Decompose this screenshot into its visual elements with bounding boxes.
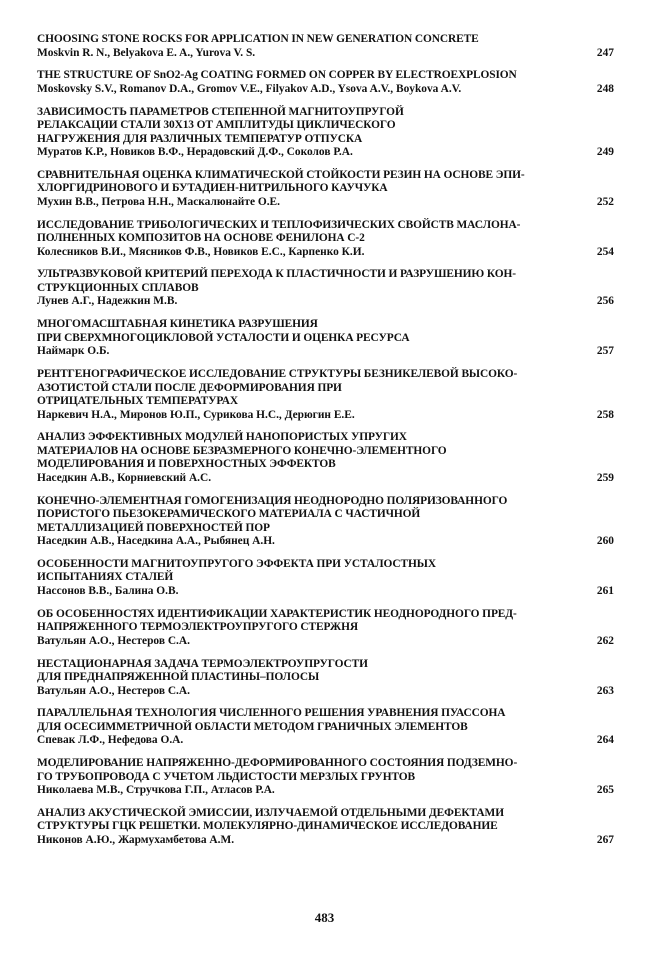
toc-entry bbox=[37, 431, 614, 485]
entry-title: ИССЛЕДОВАНИЕ ТРИБОЛОГИЧЕСКИХ И ТЕПЛОФИЗИЧЕСКИХ СВОЙСТВ МАСЛОНА- ПОЛНЕННЫХ КОМПОЗИТОВ НА ОСНОВЕ ФЕНИЛОНА С-2 bbox=[37, 218, 521, 245]
entry-title: КОНЕЧНО-ЭЛЕМЕНТНАЯ ГОМОГЕНИЗАЦИЯ НЕОДНОРОДНО ПОЛЯРИЗОВАННОГО ПОРИСТОГО ПЬЕЗОКЕРАМИЧЕСКОГО МАТЕРИАЛА С ЧАСТИЧНОЙ МЕТАЛЛИЗАЦИЕЙ ПОВЕРХНОСТЕЙ ПОР bbox=[37, 494, 508, 534]
entry-title: МНОГОМАСШТАБНАЯ КИНЕТИКА РАЗРУШЕНИЯ ПРИ СВЕРХМНОГОЦИКЛОВОЙ УСТАЛОСТИ И ОЦЕНКА РЕСУРСА bbox=[37, 318, 410, 344]
entry-page-number: 264 bbox=[596, 734, 614, 747]
entry-page-number: 249 bbox=[596, 146, 614, 159]
toc-entry bbox=[37, 608, 614, 649]
entry-authors: Наймарк О.Б. bbox=[37, 345, 110, 358]
entry-title: АНАЛИЗ ЭФФЕКТИВНЫХ МОДУЛЕЙ НАНОПОРИСТЫХ УПРУГИХ МАТЕРИАЛОВ НА ОСНОВЕ БЕЗРАЗМЕРНОГО КОНЕЧНО-ЭЛЕМЕНТНОГО МОДЕЛИРОВАНИЯ И ПОВЕРХНОСТНЫХ ЭФФЕКТОВ bbox=[37, 431, 447, 471]
entry-title: УЛЬТРАЗВУКОВОЙ КРИТЕРИЙ ПЕРЕХОДА К ПЛАСТИЧНОСТИ И РАЗРУШЕНИЮ КОН- СТРУКЦИОННЫХ СПЛАВОВ bbox=[37, 268, 516, 294]
entry-page-number: 262 bbox=[596, 634, 614, 647]
entry-authors: Ватульян А.О., Нестеров С.А. bbox=[37, 634, 190, 647]
entry-authors: Нассонов В.В., Балина О.В. bbox=[37, 584, 179, 597]
entry-authors: Наседкин А.В., Наседкина А.А., Рыбянец А.Н. bbox=[37, 535, 275, 548]
entry-page-number: 252 bbox=[596, 195, 614, 208]
entry-title: CHOOSING STONE ROCKS FOR APPLICATION IN NEW GENERATION CONCRETE bbox=[37, 33, 479, 45]
toc-entry bbox=[37, 69, 614, 96]
toc-entry bbox=[37, 558, 614, 599]
entry-page-number: 259 bbox=[596, 471, 614, 484]
entry-authors: Колесников В.И., Мясников Ф.В., Новиков Е.С., Карпенко К.И. bbox=[37, 245, 365, 258]
entry-authors: Николаева М.В., Стручкова Г.П., Атласов Р.А. bbox=[37, 784, 275, 797]
entry-authors: Муратов К.Р., Новиков В.Ф., Нерадовский Д.Ф., Соколов Р.А. bbox=[37, 146, 353, 159]
entry-title: РЕНТГЕНОГРАФИЧЕСКОЕ ИССЛЕДОВАНИЕ СТРУКТУРЫ БЕЗНИКЕЛЕВОЙ ВЫСОКО- АЗОТИСТОЙ СТАЛИ ПОСЛЕ ДЕФОРМИРОВАНИЯ ПРИ ОТРИЦАТЕЛЬНЫХ ТЕМПЕРАТУРАХ bbox=[37, 368, 518, 408]
entry-title: СРАВНИТЕЛЬНАЯ ОЦЕНКА КЛИМАТИЧЕСКОЙ СТОЙКОСТИ РЕЗИН НА ОСНОВЕ ЭПИ- ХЛОРГИДРИНОВОГО И БУТАДИЕН-НИТРИЛЬНОГО КАУЧУКА bbox=[37, 168, 525, 195]
entry-page-number: 258 bbox=[596, 408, 614, 421]
toc-entry bbox=[37, 757, 614, 798]
entry-title: THE STRUCTURE OF SnO2-Ag COATING FORMED ON COPPER BY ELECTROEXPLOSION bbox=[37, 69, 517, 82]
toc-entry bbox=[37, 807, 614, 848]
page-number: 483 bbox=[314, 910, 335, 925]
entry-title: НЕСТАЦИОНАРНАЯ ЗАДАЧА ТЕРМОЭЛЕКТРОУПРУГОСТИ ДЛЯ ПРЕДНАПРЯЖЕННОЙ ПЛАСТИНЫ–ПОЛОСЫ bbox=[37, 657, 368, 684]
toc-entry bbox=[37, 106, 614, 160]
entry-page-number: 263 bbox=[596, 684, 614, 697]
entry-title: МОДЕЛИРОВАНИЕ НАПРЯЖЕННО-ДЕФОРМИРОВАННОГО СОСТОЯНИЯ ПОДЗЕМНО- ГО ТРУБОПРОВОДА С УЧЕТОМ ЛЬДИСТОСТИ МЕРЗЛЫХ ГРУНТОВ bbox=[37, 757, 518, 783]
toc-entry bbox=[37, 495, 614, 549]
entry-title: ЗАВИСИМОСТЬ ПАРАМЕТРОВ СТЕПЕННОЙ МАГНИТОУПРУГОЙ РЕЛАКСАЦИИ СТАЛИ 30Х13 ОТ АМПЛИТУДЫ ЦИКЛИЧЕСКОГО НАГРУЖЕНИЯ ДЛЯ РАЗЛИЧНЫХ ТЕМПЕРАТУР ОТПУСКА bbox=[37, 105, 404, 145]
entry-authors: Наркевич Н.А., Миронов Ю.П., Сурикова Н.С., Дерюгин Е.Е. bbox=[37, 408, 355, 421]
entry-authors: Никонов А.Ю., Жармухамбетова А.М. bbox=[37, 833, 235, 846]
entry-title: ОСОБЕННОСТИ МАГНИТОУПРУГОГО ЭФФЕКТА ПРИ УСТАЛОСТНЫХ ИСПЫТАНИЯХ СТАЛЕЙ bbox=[37, 557, 436, 584]
entry-page-number: 261 bbox=[596, 584, 614, 597]
entry-page-number: 254 bbox=[596, 245, 614, 258]
toc-entry bbox=[37, 268, 614, 309]
toc-entry bbox=[37, 368, 614, 422]
entry-page-number: 257 bbox=[596, 345, 614, 358]
entry-page-number: 267 bbox=[596, 833, 614, 846]
toc-entry bbox=[37, 707, 614, 748]
entry-authors: Moskovsky S.V., Romanov D.A., Gromov V.E., Filyakov A.D., Ysova A.V., Boykova A.V. bbox=[37, 82, 462, 95]
entry-page-number: 265 bbox=[596, 784, 614, 797]
entry-authors: Moskvin R. N., Belyakova E. A., Yurova V. S. bbox=[37, 46, 256, 59]
table-of-contents bbox=[37, 33, 614, 857]
toc-entry bbox=[37, 219, 614, 260]
entry-page-number: 260 bbox=[596, 535, 614, 548]
entry-page-number: 247 bbox=[596, 46, 614, 59]
entry-authors: Мухин В.В., Петрова Н.Н., Маскалюнайте О.Е. bbox=[37, 195, 281, 208]
toc-entry bbox=[37, 658, 614, 699]
entry-authors: Наседкин А.В., Корниевский А.С. bbox=[37, 471, 212, 484]
toc-entry bbox=[37, 169, 614, 210]
toc-entry bbox=[37, 318, 614, 359]
entry-authors: Ватульян А.О., Нестеров С.А. bbox=[37, 684, 190, 697]
entry-authors: Лунев А.Г., Надежкин М.В. bbox=[37, 295, 178, 308]
entry-authors: Спевак Л.Ф., Нефедова О.А. bbox=[37, 734, 184, 747]
entry-title: ОБ ОСОБЕННОСТЯХ ИДЕНТИФИКАЦИИ ХАРАКТЕРИСТИК НЕОДНОРОДНОГО ПРЕД- НАПРЯЖЕННОГО ТЕРМОЭЛЕКТРОУПРУГОГО СТЕРЖНЯ bbox=[37, 607, 517, 634]
entry-title: АНАЛИЗ АКУСТИЧЕСКОЙ ЭМИССИИ, ИЗЛУЧАЕМОЙ ОТДЕЛЬНЫМИ ДЕФЕКТАМИ СТРУКТУРЫ ГЦК РЕШЕТКИ. МОЛЕКУЛЯРНО-ДИНАМИЧЕСКОЕ ИССЛЕДОВАНИЕ bbox=[37, 806, 504, 833]
entry-title: ПАРАЛЛЕЛЬНАЯ ТЕХНОЛОГИЯ ЧИСЛЕННОГО РЕШЕНИЯ УРАВНЕНИЯ ПУАССОНА ДЛЯ ОСЕСИММЕТРИЧНОЙ ОБЛАСТИ МЕТОДОМ ГРАНИЧНЫХ ЭЛЕМЕНТОВ bbox=[37, 707, 506, 733]
entry-page-number: 256 bbox=[596, 295, 614, 308]
toc-entry bbox=[37, 33, 614, 60]
entry-page-number: 248 bbox=[596, 82, 614, 95]
